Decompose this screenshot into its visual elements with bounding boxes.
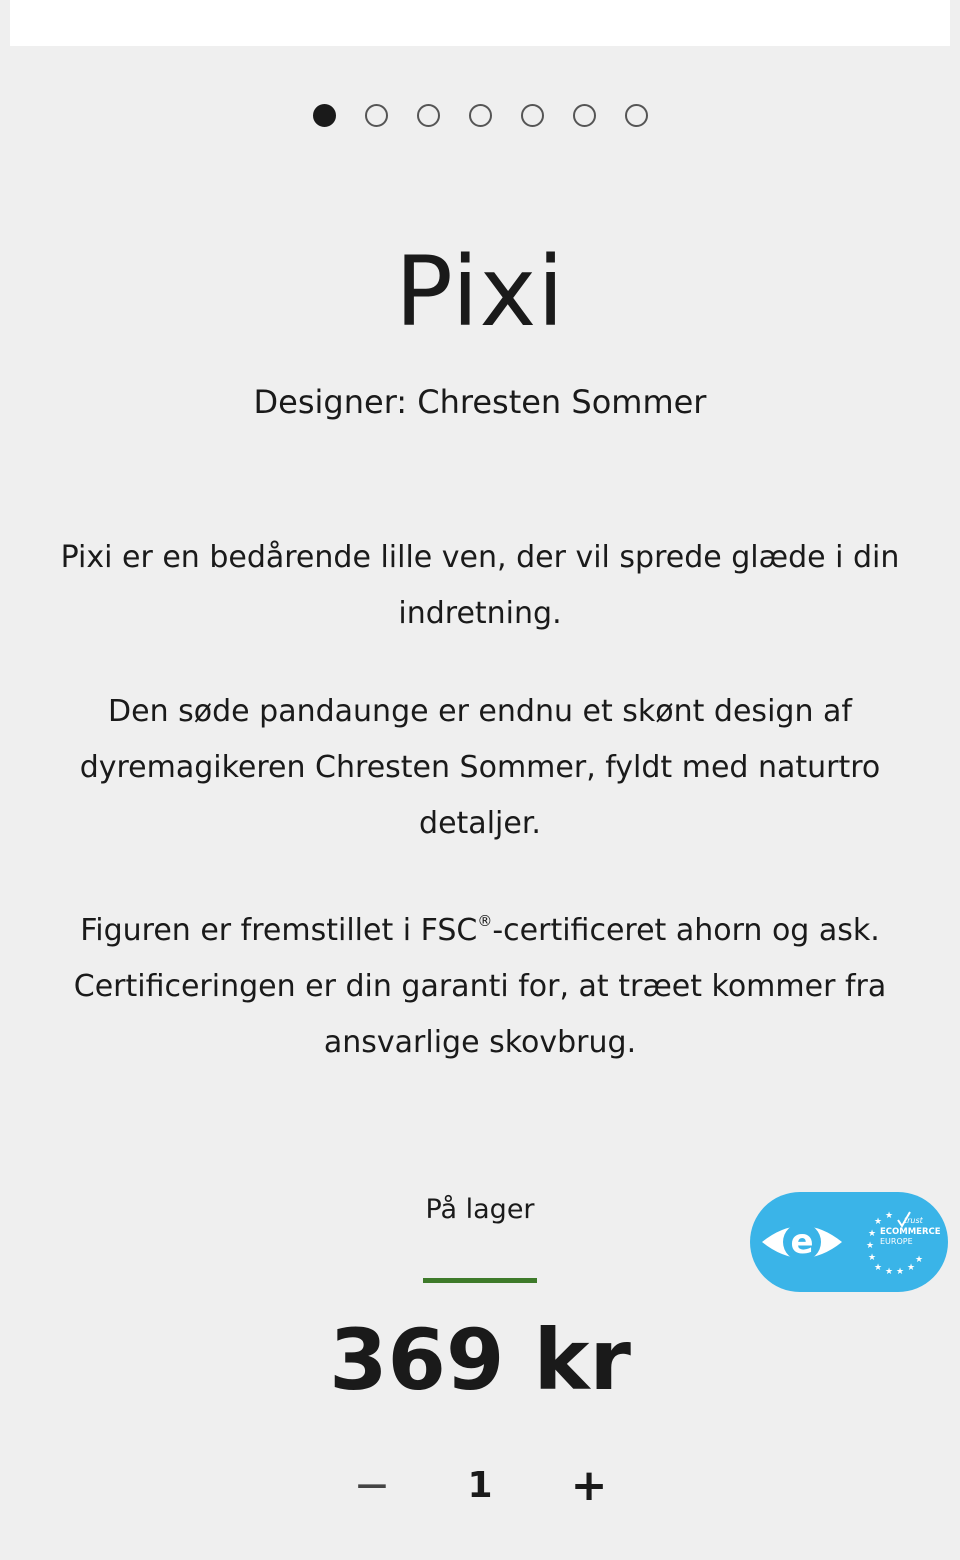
carousel-dot-7[interactable] [625, 104, 648, 127]
description-paragraph-3-start: Figuren er fremstillet i FSC [80, 913, 478, 948]
carousel-dots [0, 104, 960, 127]
decrease-quantity-button[interactable]: − [342, 1456, 402, 1516]
carousel-dot-2[interactable] [365, 104, 388, 127]
svg-text:★: ★ [866, 1241, 875, 1251]
svg-text:★: ★ [874, 1263, 883, 1273]
stock-status: På lager [425, 1194, 535, 1225]
svg-text:★: ★ [896, 1267, 905, 1277]
trust-badge-title: ECOMMERCE [880, 1227, 941, 1237]
product-designer: Designer: Chresten Sommer [253, 383, 707, 421]
description-paragraph-1: Pixi er en bedårende lille ven, der vil sprede glæde i din indretning. [60, 540, 900, 631]
svg-text:e: e [790, 1222, 814, 1262]
trust-badge-small-text: trust [904, 1216, 923, 1225]
carousel-dot-1[interactable] [313, 104, 336, 127]
stock-indicator-bar [423, 1278, 537, 1283]
carousel-dot-4[interactable] [469, 104, 492, 127]
svg-text:★: ★ [868, 1253, 877, 1263]
svg-text:★: ★ [868, 1229, 877, 1239]
svg-text:★: ★ [885, 1211, 894, 1221]
carousel-dot-6[interactable] [573, 104, 596, 127]
trust-badge-region: EUROPE [880, 1237, 913, 1246]
quantity-value[interactable]: 1 [467, 1465, 493, 1506]
description-paragraph-2: Den søde pandaunge er endnu et skønt design af dyremagikeren Chresten Sommer, fyldt med naturtro detaljer. [79, 694, 881, 841]
increase-quantity-button[interactable]: + [559, 1456, 619, 1516]
svg-text:★: ★ [885, 1267, 894, 1277]
carousel-dot-3[interactable] [417, 104, 440, 127]
svg-text:★: ★ [874, 1217, 883, 1227]
quantity-stepper [0, 1456, 960, 1516]
product-price: 369 kr [329, 1311, 631, 1409]
product-title: Pixi [395, 236, 565, 348]
registered-mark: ® [477, 912, 493, 930]
description-paragraph-3 [60, 893, 900, 1071]
product-image-area[interactable] [10, 0, 950, 46]
description-paragraph-3-end: -certificeret ahorn og ask. Certificeringen er din garanti for, at træet kommer fra ansvarlige skovbrug. [73, 913, 887, 1060]
svg-text:★: ★ [907, 1263, 916, 1273]
svg-text:★: ★ [915, 1255, 924, 1265]
carousel-dot-5[interactable] [521, 104, 544, 127]
